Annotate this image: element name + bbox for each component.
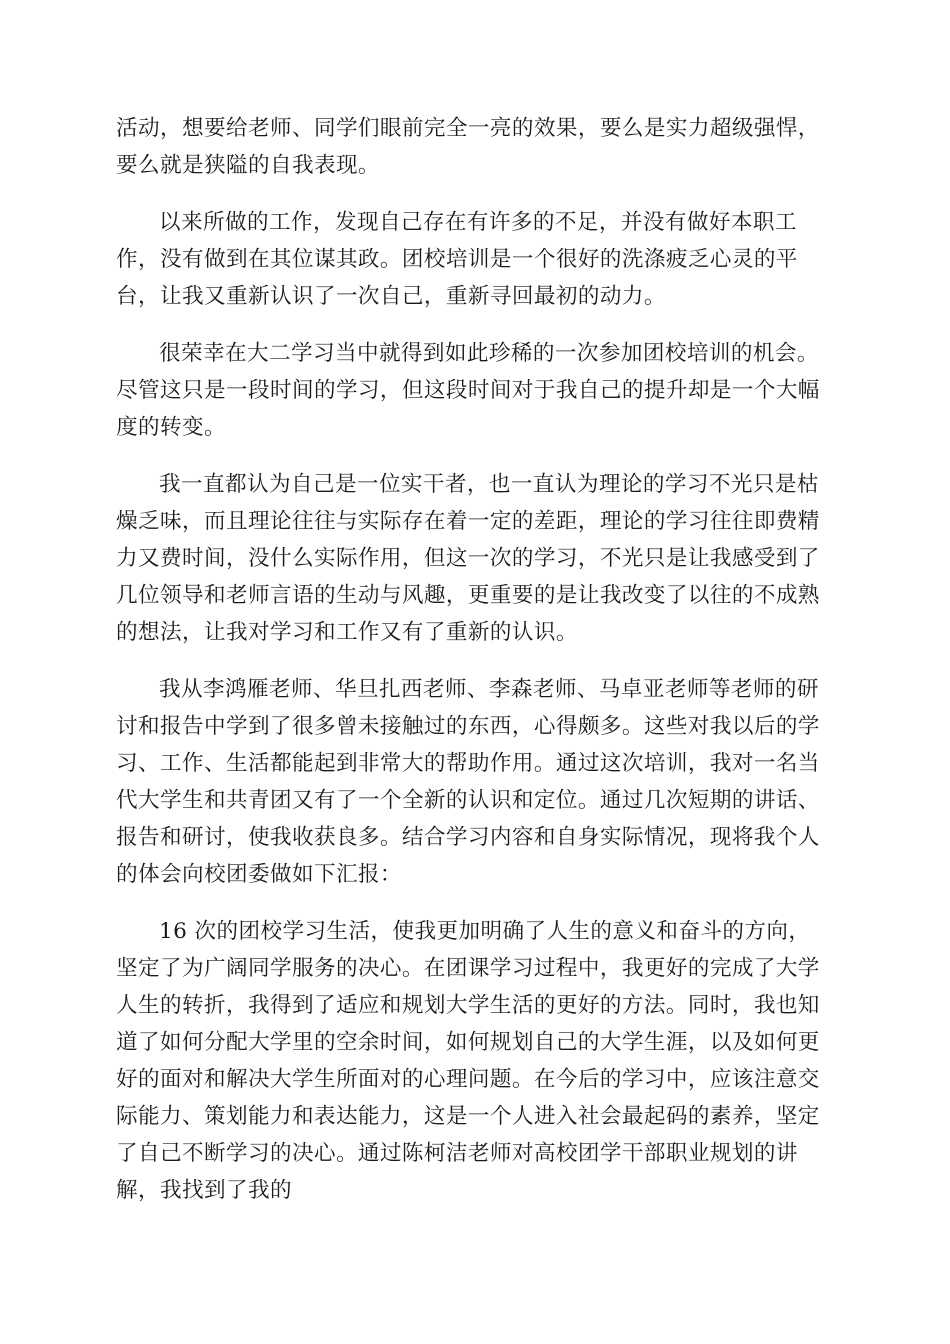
text-line: 习、工作、生活都能起到非常大的帮助作用。通过这次培训，我对一名当 xyxy=(116,751,820,776)
text-line: 讨和报告中学到了很多曾未接触过的东西，心得颇多。这些对我以后的学 xyxy=(116,714,820,739)
text-line: 人生的转折，我得到了适应和规划大学生活的更好的方法。同时，我也知 xyxy=(116,993,820,1018)
text-line: 作，没有做到在其位谋其政。团校培训是一个很好的洗涤疲乏心灵的平 xyxy=(116,247,798,272)
text-line: 好的面对和解决大学生所面对的心理问题。在今后的学习中，应该注意交 xyxy=(116,1067,820,1092)
text-line: 力又费时间，没什么实际作用，但这一次的学习，不光只是让我感受到了 xyxy=(116,546,820,571)
text-line: 我一直都认为自己是一位实干者，也一直认为理论的学习不光只是枯 xyxy=(159,472,819,497)
text-line: 报告和研讨，使我收获良多。结合学习内容和自身实际情况，现将我个人 xyxy=(116,825,820,850)
paragraph-2 xyxy=(116,204,840,315)
text-line: 我从李鸿雁老师、华旦扎西老师、李森老师、马卓亚老师等老师的研 xyxy=(159,677,819,702)
text-line: 要么就是狭隘的自我表现。 xyxy=(116,153,380,178)
paragraph-5 xyxy=(116,671,840,893)
text-line: 以来所做的工作，发现自己存在有许多的不足，并没有做好本职工 xyxy=(159,210,797,235)
text-line: 代大学生和共青团又有了一个全新的认识和定位。通过几次短期的讲话、 xyxy=(116,788,820,813)
text-line: 的体会向校团委做如下汇报： xyxy=(116,862,402,887)
paragraph-4 xyxy=(116,466,840,651)
paragraph-3 xyxy=(116,335,840,446)
text-line: 尽管这只是一段时间的学习，但这段时间对于我自己的提升却是一个大幅 xyxy=(116,378,820,403)
text-line: 际能力、策划能力和表达能力，这是一个人进入社会最起码的素养，坚定 xyxy=(116,1104,820,1129)
text-line: 了自己不断学习的决心。通过陈柯洁老师对高校团学干部职业规划的讲 xyxy=(116,1141,798,1166)
text-line: 道了如何分配大学里的空余时间，如何规划自己的大学生涯，以及如何更 xyxy=(116,1030,820,1055)
text-line: 16 次的团校学习生活，使我更加明确了人生的意义和奋斗的方向， xyxy=(159,919,811,944)
text-line: 坚定了为广阔同学服务的决心。在团课学习过程中，我更好的完成了大学 xyxy=(116,956,820,981)
text-line: 的想法，让我对学习和工作又有了重新的认识。 xyxy=(116,620,578,645)
text-line: 度的转变。 xyxy=(116,415,226,440)
text-line: 几位领导和老师言语的生动与风趣，更重要的是让我改变了以往的不成熟 xyxy=(116,583,820,608)
text-line: 燥乏味，而且理论往往与实际存在着一定的差距，理论的学习往往即费精 xyxy=(116,509,820,534)
text-line: 解，我找到了我的 xyxy=(116,1178,292,1203)
text-line: 活动，想要给老师、同学们眼前完全一亮的效果，要么是实力超级强悍， xyxy=(116,116,820,141)
text-line: 台，让我又重新认识了一次自己，重新寻回最初的动力。 xyxy=(116,284,666,309)
document-body xyxy=(116,110,840,1229)
text-line: 很荣幸在大二学习当中就得到如此珍稀的一次参加团校培训的机会。 xyxy=(159,341,819,366)
paragraph-1 xyxy=(116,110,840,184)
paragraph-6 xyxy=(116,913,840,1209)
